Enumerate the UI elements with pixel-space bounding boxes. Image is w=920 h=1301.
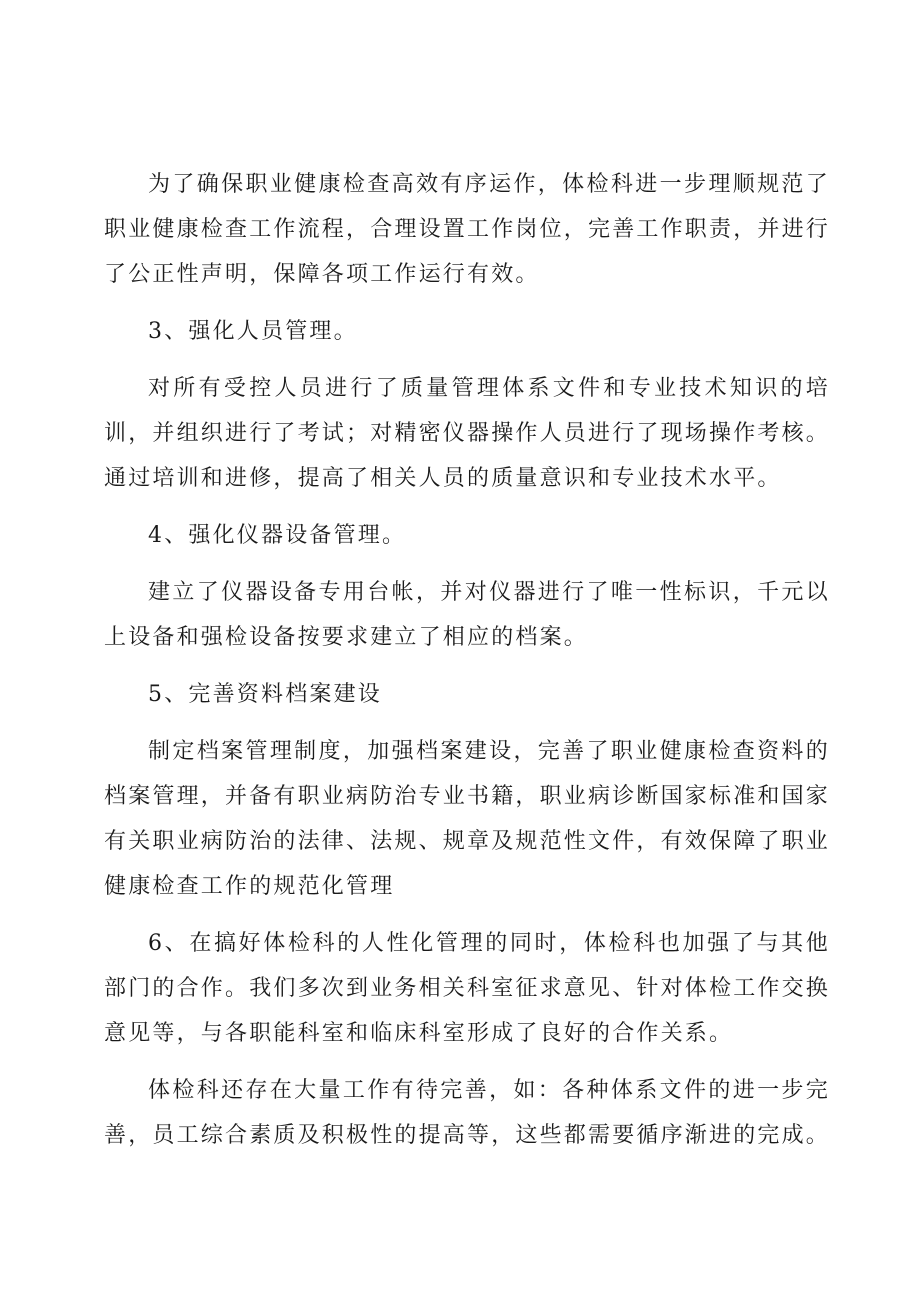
paragraph-archives: 制定档案管理制度，加强档案建设，完善了职业健康检查资料的档案管理，并备有职业病防治专业书籍，职业病诊断国家标准和国家有关职业病防治的法律、法规、规章及规范性文件，有效保障了职业健康检查工作的规范化管理 xyxy=(104,739,831,899)
paragraph-cooperation: 6、在搞好体检科的人性化管理的同时，体检科也加强了与其他部门的合作。我们多次到业务相关科室征求意见、针对体检工作交换意见等，与各职能科室和临床科室形成了良好的合作关系。 xyxy=(104,931,831,1046)
section-heading-personnel: 3、强化人员管理。 xyxy=(148,319,358,344)
paragraph-equipment: 建立了仪器设备专用台帐，并对仪器进行了唯一性标识，千元以上设备和强检设备按要求建立了相应的档案。 xyxy=(104,580,830,650)
section-heading-equipment: 4、强化仪器设备管理。 xyxy=(148,523,407,548)
document-body xyxy=(104,162,830,1170)
section-heading-archives: 5、完善资料档案建设 xyxy=(148,682,382,707)
paragraph-improvement: 体检科还存在大量工作有待完善，如：各种体系文件的进一步完善，员工综合素质及积极性的提高等，这些都需要循序渐进的完成。 xyxy=(104,1078,831,1148)
paragraph-personnel: 对所有受控人员进行了质量管理体系文件和专业技术知识的培训，并组织进行了考试；对精密仪器操作人员进行了现场操作考核。通过培训和进修，提高了相关人员的质量意识和专业技术水平。 xyxy=(104,376,831,491)
paragraph-workflow: 为了确保职业健康检查高效有序运作，体检科进一步理顺规范了职业健康检查工作流程，合理设置工作岗位，完善工作职责，并进行了公正性声明，保障各项工作运行有效。 xyxy=(104,172,831,287)
